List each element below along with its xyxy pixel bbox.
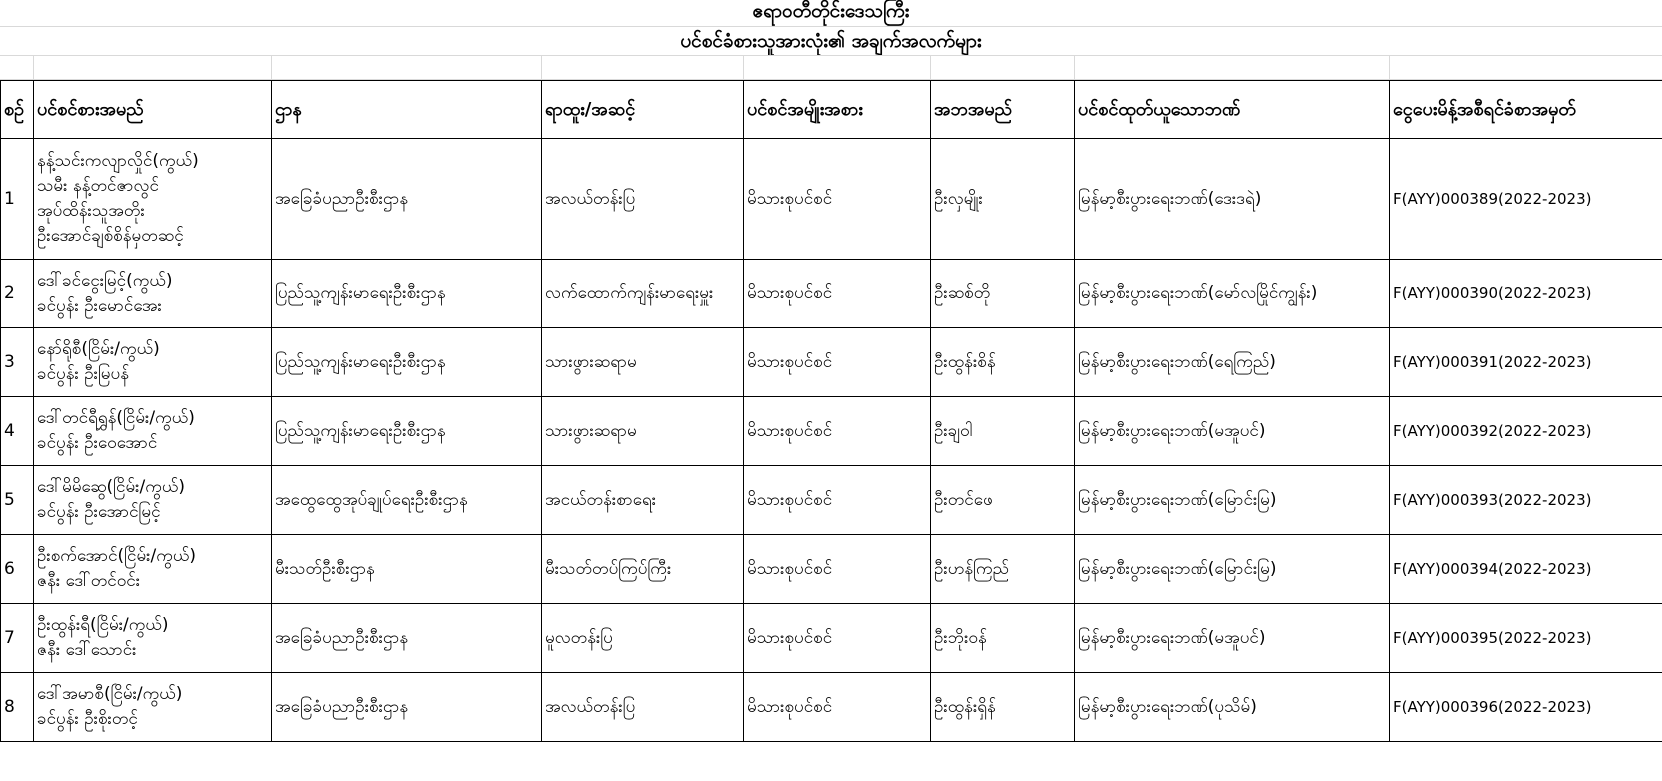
cell-rank[interactable]: မူလတန်းပြ	[542, 604, 744, 673]
cell-no[interactable]: 4	[1, 397, 34, 466]
cell-no[interactable]: 2	[1, 260, 34, 328]
cell-department[interactable]: ပြည်သူ့ကျန်းမာရေးဦးစီးဌာန	[272, 260, 542, 328]
cell-pension-type[interactable]: မိသားစုပင်စင်	[744, 397, 931, 466]
col-header-rank[interactable]: ရာထူး/အဆင့်	[542, 81, 744, 139]
cell-no[interactable]: 7	[1, 604, 34, 673]
pensioner-name-line: ဦးအောင်ချစ်စိန်မှတဆင့်	[37, 226, 184, 246]
cell-payment-order-no[interactable]: F(AYY)000396(2022-2023)	[1390, 673, 1662, 742]
header-row	[1, 81, 1662, 139]
cell-rank[interactable]: သားဖွားဆရာမ	[542, 328, 744, 397]
cell-pension-type[interactable]: မိသားစုပင်စင်	[744, 328, 931, 397]
col-header-no[interactable]: စဉ်	[1, 81, 34, 139]
cell-pensioner-name[interactable]	[34, 604, 272, 673]
pensioner-name-line: နန့်သင်းကလျာလှိုင်(ကွယ်)	[37, 151, 199, 171]
col-header-name[interactable]: ပင်စင်စားအမည်	[34, 81, 272, 139]
cell-rank[interactable]: အငယ်တန်းစာရေး	[542, 466, 744, 535]
cell-pensioner-name[interactable]	[34, 260, 272, 328]
cell-pensioner-name[interactable]	[34, 328, 272, 397]
gridline	[1389, 56, 1390, 80]
pension-data-table	[0, 80, 1662, 742]
pensioner-name-line: ဇနီး ဒေါ်သောင်း	[37, 640, 137, 660]
table-row	[1, 260, 1662, 328]
table-row	[1, 397, 1662, 466]
cell-father-name[interactable]: ဦးဘိုးဝန်	[931, 604, 1075, 673]
cell-bank[interactable]: မြန်မာ့စီးပွားရေးဘဏ်(မအူပင်)	[1075, 604, 1390, 673]
cell-bank[interactable]: မြန်မာ့စီးပွားရေးဘဏ်(ရေကြည်)	[1075, 328, 1390, 397]
pensioner-name-line: ခင်ပွန်း ဦးစိုးတင့်	[37, 709, 138, 729]
pensioner-name-line: ဒေါ်တင်ရီရွှန်(ငြိမ်း/ကွယ်)	[37, 408, 195, 428]
cell-pension-type[interactable]: မိသားစုပင်စင်	[744, 535, 931, 604]
pensioner-name-line: ခင်ပွန်း ဦးဝေအောင်	[37, 433, 158, 453]
cell-payment-order-no[interactable]: F(AYY)000393(2022-2023)	[1390, 466, 1662, 535]
sheet-subtitle[interactable]: ပင်စင်ခံစားသူအားလုံး၏ အချက်အလက်များ	[0, 27, 1662, 56]
sheet-title[interactable]: ဧရာဝတီတိုင်းဒေသကြီး	[0, 0, 1662, 27]
col-header-payment-order-no[interactable]: ငွေပေးမိန့်အစီရင်ခံစာအမှတ်	[1390, 81, 1662, 139]
cell-pensioner-name[interactable]	[34, 673, 272, 742]
cell-payment-order-no[interactable]: F(AYY)000391(2022-2023)	[1390, 328, 1662, 397]
cell-payment-order-no[interactable]: F(AYY)000392(2022-2023)	[1390, 397, 1662, 466]
cell-department[interactable]: အထွေထွေအုပ်ချုပ်ရေးဦးစီးဌာန	[272, 466, 542, 535]
cell-payment-order-no[interactable]: F(AYY)000395(2022-2023)	[1390, 604, 1662, 673]
cell-bank[interactable]: မြန်မာ့စီးပွားရေးဘဏ်(မြောင်းမြ)	[1075, 535, 1390, 604]
cell-payment-order-no[interactable]: F(AYY)000394(2022-2023)	[1390, 535, 1662, 604]
table-row	[1, 466, 1662, 535]
pensioner-name-line: ခင်ပွန်း ဦးမောင်အေး	[37, 295, 162, 316]
table-row	[1, 604, 1662, 673]
cell-department[interactable]: အခြေခံပညာဦးစီးဌာန	[272, 673, 542, 742]
pensioner-name-line: သမီး နန့်တင်ဇာလွင်	[37, 176, 159, 196]
cell-no[interactable]: 1	[1, 139, 34, 260]
cell-bank[interactable]: မြန်မာ့စီးပွားရေးဘဏ်(မော်လမြိုင်ကျွန်း)	[1075, 260, 1390, 328]
pensioner-name-line: ခင်ပွန်း ဦးအောင်မြင့်	[37, 502, 161, 522]
cell-pension-type[interactable]: မိသားစုပင်စင်	[744, 604, 931, 673]
cell-department[interactable]: အခြေခံပညာဦးစီးဌာန	[272, 604, 542, 673]
pensioner-name-line: ဦးစက်အောင်(ငြိမ်း/ကွယ်)	[37, 546, 196, 566]
cell-department[interactable]: ပြည်သူ့ကျန်းမာရေးဦးစီးဌာန	[272, 397, 542, 466]
table-row	[1, 139, 1662, 260]
col-header-department[interactable]: ဌာန	[272, 81, 542, 139]
table-row	[1, 328, 1662, 397]
cell-father-name[interactable]: ဦးထွန်းရှိန်	[931, 673, 1075, 742]
cell-bank[interactable]: မြန်မာ့စီးပွားရေးဘဏ်(ပုသိမ်)	[1075, 673, 1390, 742]
cell-father-name[interactable]: ဦးထွန်းစိန်	[931, 328, 1075, 397]
pensioner-name-line: နော်ရိုစီ(ငြိမ်း/ကွယ်)	[37, 339, 160, 359]
pensioner-name-line: ဇနီး ဒေါ်တင်ဝင်း	[37, 571, 141, 591]
pensioner-name-line: ခင်ပွန်း ဦးမြပန်	[37, 364, 130, 384]
gridline	[1074, 56, 1075, 80]
pensioner-name-line: ဒေါ်ခင်ငွေးမြင့်(ကွယ်)	[37, 270, 173, 291]
table-row	[1, 673, 1662, 742]
cell-pensioner-name[interactable]	[34, 139, 272, 260]
cell-pension-type[interactable]: မိသားစုပင်စင်	[744, 466, 931, 535]
cell-father-name[interactable]: ဦးဆစ်တို	[931, 260, 1075, 328]
cell-pensioner-name[interactable]	[34, 466, 272, 535]
cell-pensioner-name[interactable]	[34, 535, 272, 604]
table-row	[1, 535, 1662, 604]
col-header-father-name[interactable]: အဘအမည်	[931, 81, 1075, 139]
cell-pension-type[interactable]: မိသားစုပင်စင်	[744, 260, 931, 328]
cell-payment-order-no[interactable]: F(AYY)000389(2022-2023)	[1390, 139, 1662, 260]
cell-payment-order-no[interactable]: F(AYY)000390(2022-2023)	[1390, 260, 1662, 328]
cell-department[interactable]: အခြေခံပညာဦးစီးဌာန	[272, 139, 542, 260]
col-header-bank[interactable]: ပင်စင်ထုတ်ယူသောဘဏ်	[1075, 81, 1390, 139]
cell-rank[interactable]: လက်ထောက်ကျန်းမာရေးမှူး	[542, 260, 744, 328]
cell-pension-type[interactable]: မိသားစုပင်စင်	[744, 673, 931, 742]
gridline	[33, 56, 34, 80]
cell-no[interactable]: 5	[1, 466, 34, 535]
cell-father-name[interactable]: ဦးလှမျိုး	[931, 139, 1075, 260]
col-header-pension-type[interactable]: ပင်စင်အမျိုးအစား	[744, 81, 931, 139]
cell-no[interactable]: 6	[1, 535, 34, 604]
cell-pension-type[interactable]: မိသားစုပင်စင်	[744, 139, 931, 260]
cell-rank[interactable]: အလယ်တန်းပြ	[542, 673, 744, 742]
cell-rank[interactable]: မီးသတ်တပ်ကြပ်ကြီး	[542, 535, 744, 604]
cell-bank[interactable]: မြန်မာ့စီးပွားရေးဘဏ်(မအူပင်)	[1075, 397, 1390, 466]
gridline	[541, 56, 542, 80]
pensioner-name-line: ဒေါ်အမာစီ(ငြိမ်း/ကွယ်)	[37, 684, 183, 704]
cell-pensioner-name[interactable]	[34, 397, 272, 466]
cell-rank[interactable]: သားဖွားဆရာမ	[542, 397, 744, 466]
cell-father-name[interactable]: ဦးတင်ဖေ	[931, 466, 1075, 535]
cell-no[interactable]: 8	[1, 673, 34, 742]
cell-father-name[interactable]: ဦးဟန်ကြည်	[931, 535, 1075, 604]
cell-rank[interactable]: အလယ်တန်းပြ	[542, 139, 744, 260]
gridline	[271, 56, 272, 80]
cell-department[interactable]: မီးသတ်ဦးစီးဌာန	[272, 535, 542, 604]
cell-bank[interactable]: မြန်မာ့စီးပွားရေးဘဏ်(မြောင်းမြ)	[1075, 466, 1390, 535]
gridline	[743, 56, 744, 80]
cell-department[interactable]: ပြည်သူ့ကျန်းမာရေးဦးစီးဌာန	[272, 328, 542, 397]
cell-no[interactable]: 3	[1, 328, 34, 397]
pensioner-name-line: အုပ်ထိန်းသူအတိုး	[37, 201, 145, 221]
cell-bank[interactable]: မြန်မာ့စီးပွားရေးဘဏ်(ဒေးဒရဲ)	[1075, 139, 1390, 260]
gridline	[930, 56, 931, 80]
pensioner-name-line: ဒေါ်မိမိဆွေ(ငြိမ်း/ကွယ်)	[37, 477, 185, 497]
cell-father-name[interactable]: ဦးချဝါ	[931, 397, 1075, 466]
pensioner-name-line: ဦးထွန်းရီ(ငြိမ်း/ကွယ်)	[37, 615, 169, 635]
empty-spreadsheet-row[interactable]	[0, 56, 1662, 80]
